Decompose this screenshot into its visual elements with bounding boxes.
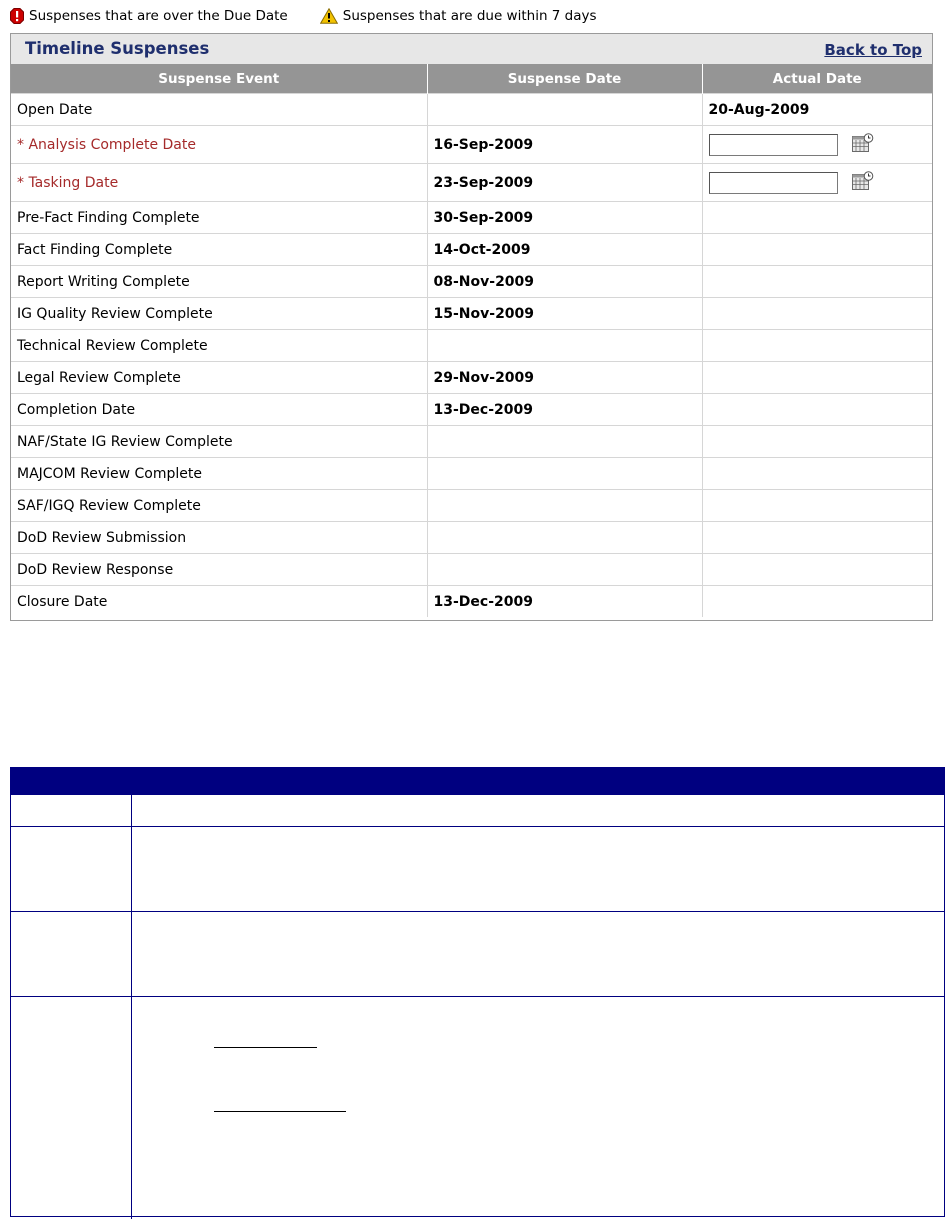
table-row: [11, 330, 932, 362]
table-row: [11, 586, 932, 618]
suspense-date-cell: 30-Sep-2009: [427, 202, 702, 234]
suspense-date-cell: [427, 94, 702, 126]
actual-date-cell: [702, 394, 932, 426]
actual-date-cell: [702, 202, 932, 234]
event-cell: IG Quality Review Complete: [11, 298, 427, 330]
suspense-date-cell: 29-Nov-2009: [427, 362, 702, 394]
overdue-legend: [10, 8, 288, 24]
document-content-cell: [132, 795, 944, 826]
event-cell: Open Date: [11, 94, 427, 126]
suspense-date-cell: [427, 554, 702, 586]
document-table-row: [11, 826, 944, 911]
underline-blank: [214, 1111, 346, 1112]
underline-blank: [214, 1047, 317, 1048]
table-row: [11, 202, 932, 234]
suspense-date-cell: 23-Sep-2009: [427, 164, 702, 202]
back-to-top-link[interactable]: Back to Top: [824, 41, 922, 59]
suspense-date-cell: 15-Nov-2009: [427, 298, 702, 330]
timeline-suspenses-panel: [10, 33, 933, 621]
table-row: [11, 490, 932, 522]
document-content-cell: [132, 997, 944, 1219]
event-cell: * Tasking Date: [11, 164, 427, 202]
suspense-date-cell: [427, 458, 702, 490]
table-row: [11, 554, 932, 586]
actual-date-cell: 20-Aug-2009: [702, 94, 932, 126]
due-soon-legend: [320, 8, 597, 24]
warning-icon: [320, 8, 338, 24]
table-row: [11, 426, 932, 458]
suspense-date-cell: [427, 490, 702, 522]
table-row: [11, 458, 932, 490]
document-table: [10, 767, 945, 1217]
suspense-date-cell: 13-Dec-2009: [427, 586, 702, 618]
document-content-cell: [132, 827, 944, 911]
event-cell: DoD Review Response: [11, 554, 427, 586]
due-soon-legend-label: Suspenses that are due within 7 days: [342, 8, 597, 24]
event-cell: Closure Date: [11, 586, 427, 618]
table-row: [11, 394, 932, 426]
document-label-cell: [11, 912, 132, 996]
table-header-row: [11, 64, 932, 94]
event-cell: Legal Review Complete: [11, 362, 427, 394]
suspense-date-cell: 14-Oct-2009: [427, 234, 702, 266]
table-row: [11, 522, 932, 554]
actual-date-cell: [702, 298, 932, 330]
column-header-suspense-event: Suspense Event: [11, 64, 427, 94]
document-table-row: [11, 794, 944, 826]
actual-date-cell: [702, 362, 932, 394]
event-cell: Fact Finding Complete: [11, 234, 427, 266]
document-content-cell: [132, 912, 944, 996]
table-row: [11, 298, 932, 330]
actual-date-cell: [702, 458, 932, 490]
table-row: [11, 126, 932, 164]
actual-date-cell: [702, 522, 932, 554]
event-cell: Technical Review Complete: [11, 330, 427, 362]
panel-title: Timeline Suspenses: [25, 39, 210, 58]
event-cell: DoD Review Submission: [11, 522, 427, 554]
table-row: [11, 94, 932, 126]
suspense-date-cell: [427, 522, 702, 554]
actual-date-cell: [702, 234, 932, 266]
document-table-row: [11, 911, 944, 996]
table-row: [11, 234, 932, 266]
column-header-suspense-date: Suspense Date: [427, 64, 702, 94]
suspense-date-cell: [427, 426, 702, 458]
calendar-icon[interactable]: [852, 171, 874, 195]
actual-date-cell: [702, 126, 932, 164]
document-table-header: [11, 768, 944, 794]
event-cell: Report Writing Complete: [11, 266, 427, 298]
document-label-cell: [11, 997, 132, 1219]
event-cell: MAJCOM Review Complete: [11, 458, 427, 490]
column-header-actual-date: Actual Date: [702, 64, 932, 94]
suspense-table: [11, 64, 932, 617]
document-label-cell: [11, 827, 132, 911]
suspense-date-cell: 16-Sep-2009: [427, 126, 702, 164]
overdue-alert-icon: [10, 8, 24, 24]
table-row: [11, 362, 932, 394]
actual-date-cell: [702, 554, 932, 586]
legend: [10, 6, 597, 26]
event-cell: SAF/IGQ Review Complete: [11, 490, 427, 522]
overdue-legend-label: Suspenses that are over the Due Date: [29, 8, 288, 24]
event-cell: Completion Date: [11, 394, 427, 426]
document-table-row: [11, 996, 944, 1219]
event-cell: * Analysis Complete Date: [11, 126, 427, 164]
actual-date-cell: [702, 490, 932, 522]
suspense-date-cell: [427, 330, 702, 362]
suspense-date-cell: 13-Dec-2009: [427, 394, 702, 426]
actual-date-cell: [702, 266, 932, 298]
actual-date-cell: [702, 330, 932, 362]
actual-date-cell: [702, 164, 932, 202]
analysis-complete-date-input[interactable]: [709, 134, 838, 156]
event-cell: Pre-Fact Finding Complete: [11, 202, 427, 234]
suspense-date-cell: 08-Nov-2009: [427, 266, 702, 298]
actual-date-cell: [702, 586, 932, 618]
table-row: [11, 266, 932, 298]
calendar-icon[interactable]: [852, 133, 874, 157]
tasking-date-input[interactable]: [709, 172, 838, 194]
actual-date-cell: [702, 426, 932, 458]
document-label-cell: [11, 795, 132, 826]
table-row: [11, 164, 932, 202]
panel-header: [11, 34, 932, 64]
event-cell: NAF/State IG Review Complete: [11, 426, 427, 458]
